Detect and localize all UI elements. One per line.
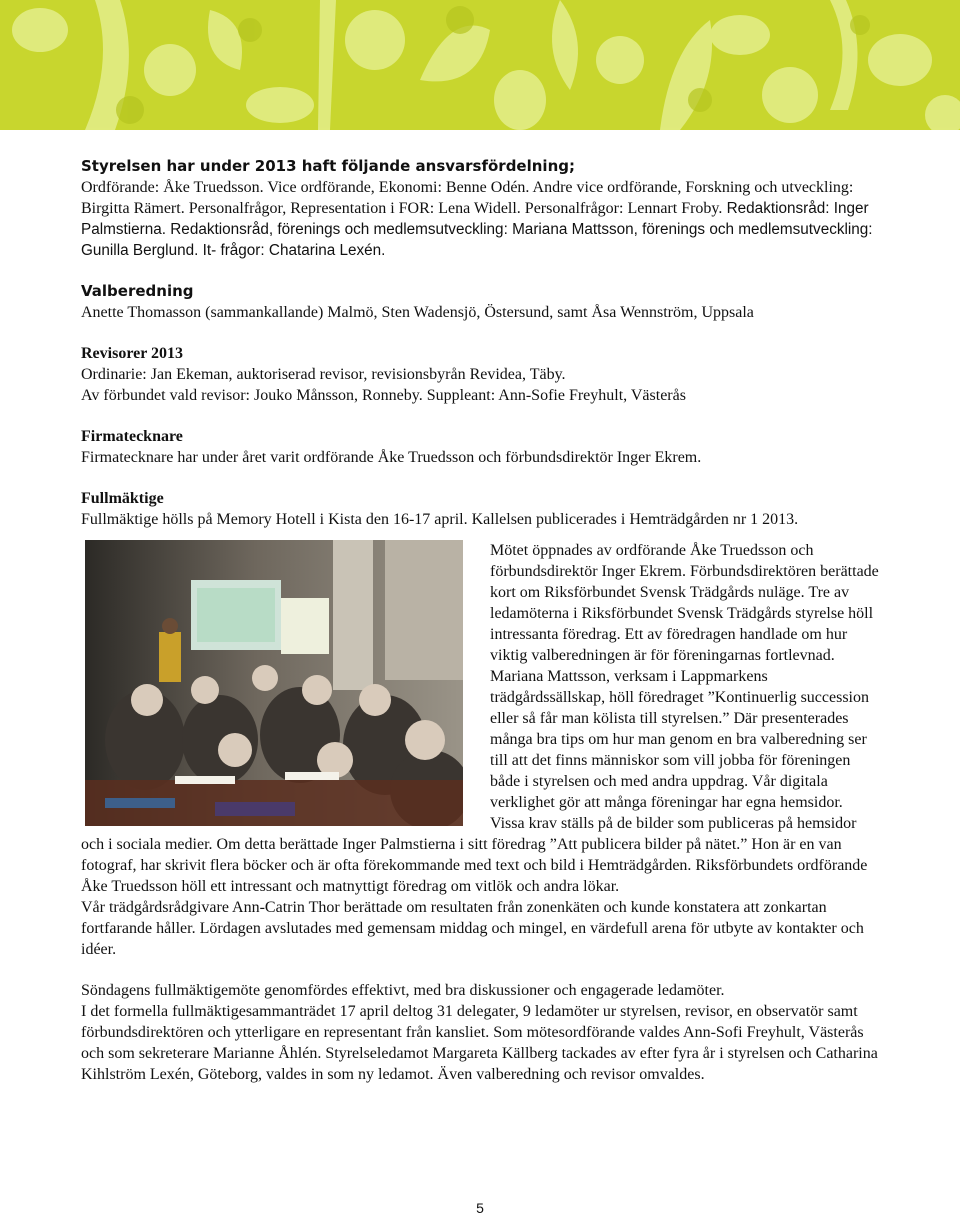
meeting-photo-image bbox=[85, 540, 463, 826]
meeting-photo bbox=[85, 540, 463, 826]
fullmaktige-paragraph3: Söndagens fullmäktigemöte genomfördes effektivt, med bra diskussioner och engagerade ledamöter. bbox=[81, 982, 725, 999]
firmatecknare-body: Firmatecknare har under året varit ordförande Åke Truedsson och förbundsdirektör Inger Ekrem. bbox=[81, 449, 702, 466]
fullmaktige-paragraph4: I det formella fullmäktigesammanträdet 17 april deltog 31 delegater, 9 ledamöter ur styrelsen, revisor, en observatör samt förbundsdirektören och ytterligare en representant från kansliet. Som mötesordförande valdes Ann-Sofi Freyhult, Västerås och som sekreterare Marianne Åhlén. Styrelseledamot Margareta Källberg tackades av efter fyra år i styrelsen och Catharina Kihlström Lexén, Göteborg, valdes in som ny ledamot. Även valberedning och revisor omvaldes. bbox=[81, 1003, 878, 1083]
fullmaktige-intro: Fullmäktige hölls på Memory Hotell i Kista den 16-17 april. Kallelsen publicerades i Hemträdgården nr 1 2013. bbox=[81, 511, 799, 528]
fullmaktige-heading: Fullmäktige bbox=[81, 490, 164, 507]
firmatecknare-heading: Firmatecknare bbox=[81, 428, 183, 445]
valberedning-heading: Valberedning bbox=[81, 282, 194, 300]
fullmaktige-paragraph2: Vår trädgårdsrådgivare Ann-Catrin Thor berättade om resultaten från zonenkäten och kunde konstatera att zonkartan fortfarande håller. Lördagen avslutades med gemensam middag och mingel, en värdefull arena för utbyte av kontakter och idéer. bbox=[81, 899, 864, 958]
header-banner bbox=[0, 0, 960, 130]
page-number: 5 bbox=[476, 1200, 484, 1216]
styrelsen-heading: Styrelsen har under 2013 haft följande ansvarsfördelning; bbox=[81, 157, 575, 175]
valberedning-body: Anette Thomasson (sammankallande) Malmö, Sten Wadensjö, Östersund, samt Åsa Wennström, Uppsala bbox=[81, 304, 754, 321]
styrelsen-body bbox=[81, 177, 881, 261]
styrelsen-body-serif: Ordförande: Åke Truedsson. Vice ordförande, Ekonomi: Benne Odén. Andre vice ordförande, Forskning och utveckling: Birgitta Rämert. Personalfrågor, Representation i FOR: Lena Widell. Personalfrågor: Lennart Froby. bbox=[81, 179, 854, 217]
page-content bbox=[81, 156, 881, 1085]
vegetable-pattern-illustration bbox=[0, 0, 960, 130]
fullmaktige-paragraph1: Mötet öppnades av ordförande Åke Truedsson och förbundsdirektör Inger Ekrem. Förbundsdirektören berättade kort om Riksförbundet Svensk Trädgårds nuläge. Tre av ledamöterna i Riksförbundet Svensk Trädgårds styrelse höll intressanta föredrag. Ett av föredragen handlade om hur viktig valberedningen är för föreningarnas fortlevnad. Mariana Mattsson, verksam i Lappmarkens trädgårdssällskap, höll föredraget ”Kontinuerlig succession eller så får man kölista till styrelsen.” Där presenterades många bra tips om hur man genom en bra valberedning ser till att det finns människor som vill jobba för föreningen både i styrelsen och med andra uppdrag. Vår digitala verklighet gör att många föreningar har egna hemsidor. Vissa krav ställs på de bilder som publiceras på hemsidor och i sociala medier. Om detta berättade Inger Palmstierna i sitt föredrag ”Att publicera bilder på nätet.” Hon är en van fotograf, har skrivit flera böcker och är ofta förekommande med text och bild i Hemträdgården. Riksförbundets ordförande Åke Truedsson höll ett intressant och matnyttigt föredrag om vitlök och andra lökar. bbox=[81, 542, 879, 895]
revisorer-line2: Av förbundet vald revisor: Jouko Månsson, Ronneby. Suppleant: Ann-Sofie Freyhult, Västerås bbox=[81, 387, 686, 404]
styrelsen-body-sans: Redaktionsråd: Inger Palmstierna. Redaktionsråd, förenings och medlemsutveckling: Mariana Mattsson, förenings och medlemsutveckling: Gunilla Berglund. It- frågor: Chatarina Lexén. bbox=[81, 200, 873, 259]
revisorer-line1: Ordinarie: Jan Ekeman, auktoriserad revisor, revisionsbyrån Revidea, Täby. bbox=[81, 366, 566, 383]
revisorer-heading: Revisorer 2013 bbox=[81, 345, 184, 362]
